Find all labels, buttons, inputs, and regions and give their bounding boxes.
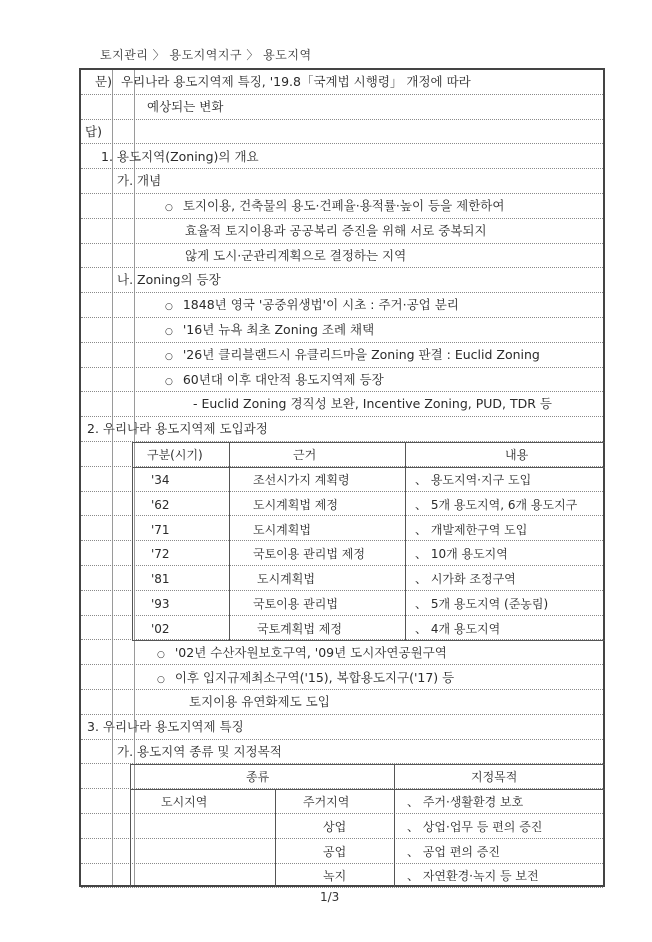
table-header: 지정목적 <box>471 770 518 784</box>
table-cell: 주거지역 <box>303 795 350 809</box>
table-cell: 、 4개 용도지역 <box>415 622 501 636</box>
section1-sub-a-heading: 가. 개념 <box>117 173 162 188</box>
table-cell: 국토계획법 제정 <box>257 622 342 636</box>
table-cell: 、 자연환경·녹지 등 보전 <box>407 869 539 883</box>
section1-heading: 1. 용도지역(Zoning)의 개요 <box>101 149 259 164</box>
answer-label: 답) <box>85 124 102 139</box>
question-line-1: 우리나라 용도지역제 특징, '19.8「국계법 시행령」 개정에 따라 <box>121 74 471 89</box>
question-line-2: 예상되는 변화 <box>147 99 224 114</box>
concept-line-1: ○ 토지이용, 건축물의 용도·건폐율·용적률·높이 등을 제한하여 <box>165 198 505 213</box>
concept-line-3: 않게 도시·군관리계획으로 결정하는 지역 <box>185 248 407 263</box>
table-cell: 、 10개 용도지역 <box>415 547 508 561</box>
table-cell: '72 <box>151 547 170 561</box>
table-cell: '34 <box>151 473 170 487</box>
table-cell: 、 5개 용도지역, 6개 용도지구 <box>415 498 578 512</box>
question-label: 문) <box>95 74 112 89</box>
table-header: 근거 <box>293 448 317 462</box>
history-table <box>132 442 605 641</box>
zoning-item: ○ 60년대 이후 대안적 용도지역제 등장 <box>165 372 384 387</box>
table-cell: '71 <box>151 523 170 537</box>
history-note-cont: 토지이용 유연화제도 도입 <box>189 694 330 709</box>
table-cell: 상업 <box>323 820 347 834</box>
table-cell: 국토이용 관리법 제정 <box>253 547 365 561</box>
table-cell: 조선시가지 계획령 <box>253 473 350 487</box>
table-header: 구분(시기) <box>147 448 203 462</box>
table-header: 종류 <box>246 770 270 784</box>
section3-heading: 3. 우리나라 용도지역제 특징 <box>87 719 244 734</box>
table-cell: 공업 <box>323 845 347 859</box>
history-note: ○ 이후 입지규제최소구역('15), 복합용도지구('17) 등 <box>157 670 455 685</box>
zone-types-table <box>130 764 605 887</box>
table-cell: 、 주거·생활환경 보호 <box>407 795 524 809</box>
table-cell: 、 용도지역·지구 도입 <box>415 473 532 487</box>
table-cell: 국토이용 관리법 <box>253 597 338 611</box>
table-cell: 도시계획법 제정 <box>253 498 338 512</box>
answer-sheet <box>79 68 605 887</box>
table-cell: 、 공업 편의 증진 <box>407 845 500 859</box>
table-cell: 、 개발제한구역 도입 <box>415 523 528 537</box>
zoning-item: ○ 1848년 영국 '공중위생법'이 시초 : 주거·공업 분리 <box>165 297 459 312</box>
page-number: 1/3 <box>320 890 340 904</box>
table-cell: '62 <box>151 498 170 512</box>
history-note: ○ '02년 수산자원보호구역, '09년 도시자연공원구역 <box>157 645 447 660</box>
table-cell: 、 5개 용도지역 (준농림) <box>415 597 549 611</box>
table-cell: 、 상업·업무 등 편의 증진 <box>407 820 543 834</box>
zoning-dash-line: - Euclid Zoning 경직성 보완, Incentive Zoning, PUD, TDR 등 <box>193 396 552 411</box>
section2-heading: 2. 우리나라 용도지역제 도입과정 <box>87 421 268 436</box>
table-cell: '81 <box>151 572 170 586</box>
section1-sub-b-heading: 나. Zoning의 등장 <box>117 272 221 287</box>
table-cell: '02 <box>151 622 170 636</box>
zone-group: 도시지역 <box>161 795 208 809</box>
table-cell: 도시계획법 <box>257 572 315 586</box>
concept-line-2: 효율적 토지이용과 공공복리 증진을 위해 서로 중복되지 <box>185 223 487 238</box>
section3-sub-a-heading: 가. 용도지역 종류 및 지정목적 <box>117 744 282 759</box>
zoning-item: ○ '16년 뉴욕 최초 Zoning 조례 채택 <box>165 322 375 337</box>
table-cell: 녹지 <box>323 869 347 883</box>
table-cell: 、 시가화 조정구역 <box>415 572 516 586</box>
zoning-item: ○ '26년 클리블랜드시 유클리드마을 Zoning 판결 : Euclid Zoning <box>165 347 540 362</box>
table-cell: 도시계획법 <box>253 523 311 537</box>
table-header: 내용 <box>505 448 529 462</box>
breadcrumb: 토지관리 〉 용도지역지구 〉 용도지역 <box>100 48 312 62</box>
table-cell: '93 <box>151 597 170 611</box>
